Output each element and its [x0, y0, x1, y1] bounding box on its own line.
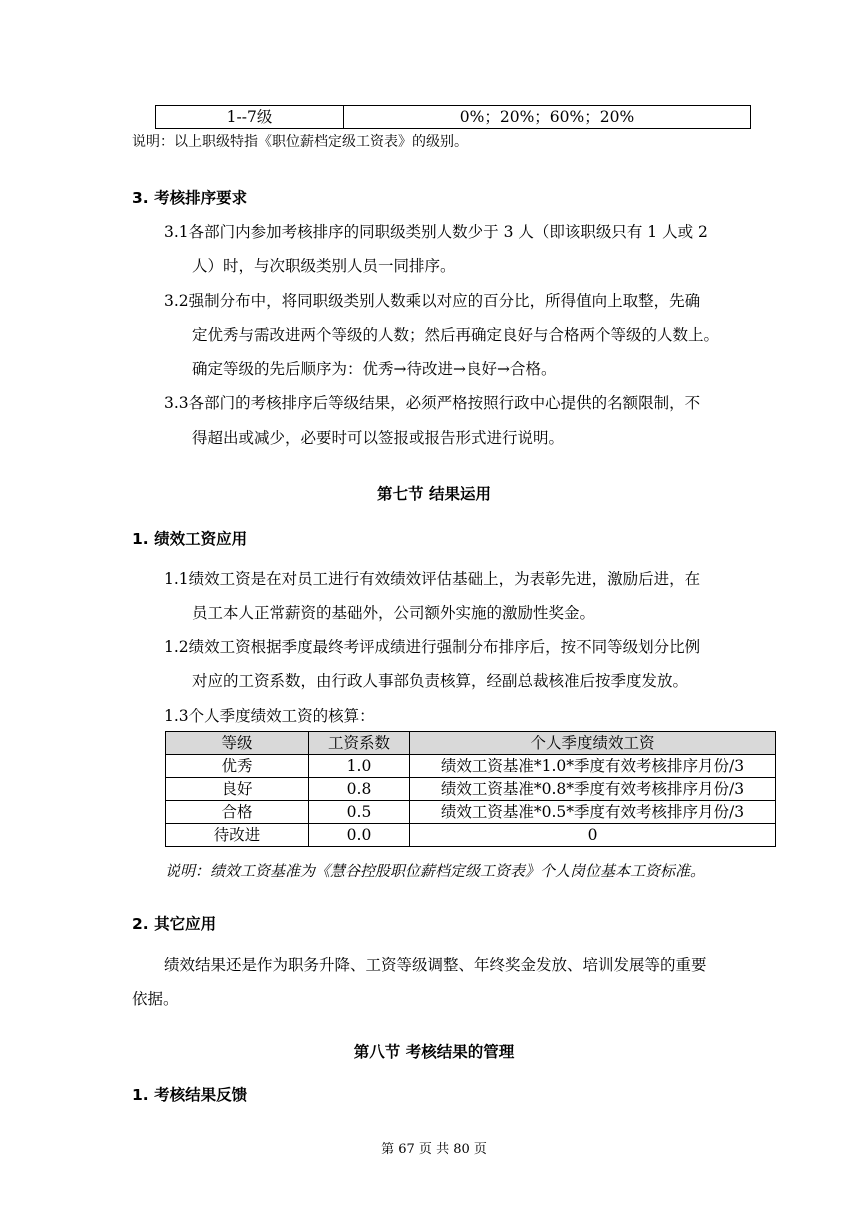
heading-3: 3. 考核排序要求: [132, 189, 248, 207]
heading-8-1: 1. 考核结果反馈: [132, 1086, 248, 1104]
table-cell: 1--7级: [156, 106, 344, 129]
heading-7-1: 1. 绩效工资应用: [132, 530, 248, 548]
grade-note: 说明：以上职级特指《职位薪档定级工资表》的级别。: [132, 134, 468, 150]
table-cell: 优秀: [166, 755, 309, 778]
heading-7-2: 2. 其它应用: [132, 915, 217, 933]
table-cell: 0%；20%；60%；20%: [344, 106, 751, 129]
table-header: 个人季度绩效工资: [410, 732, 776, 755]
para: 3.1各部门内参加考核排序的同职级类别人数少于 3 人（即该职级只有 1 人或 2: [164, 223, 708, 241]
table-cell: 良好: [166, 778, 309, 801]
para: 3.2强制分布中，将同职级类别人数乘以对应的百分比，所得值向上取整，先确: [164, 292, 701, 310]
table-cell: 0.5: [309, 801, 410, 824]
pay-table: [165, 731, 776, 847]
table-cell: 0.8: [309, 778, 410, 801]
grade-distribution-table: [155, 105, 751, 129]
pay-note: 说明：绩效工资基准为《慧谷控股职位薪档定级工资表》个人岗位基本工资标准。: [165, 862, 706, 880]
table-cell: 0: [410, 824, 776, 847]
table-header-row: [166, 732, 776, 755]
para: 绩效结果还是作为职务升降、工资等级调整、年终奖金发放、培训发展等的重要: [164, 956, 707, 974]
table-cell: 合格: [166, 801, 309, 824]
table-cell: 绩效工资基准*0.5*季度有效考核排序月份/3: [410, 801, 776, 824]
table-row: [156, 106, 751, 129]
table-cell: 绩效工资基准*1.0*季度有效考核排序月份/3: [410, 755, 776, 778]
table-row: [166, 801, 776, 824]
para: 1.2绩效工资根据季度最终考评成绩进行强制分布排序后，按不同等级划分比例: [164, 638, 701, 656]
para: 人）时，与次职级类别人员一同排序。: [192, 257, 456, 275]
table-row: [166, 778, 776, 801]
table-cell: 1.0: [309, 755, 410, 778]
para: 对应的工资系数，由行政人事部负责核算，经副总裁核准后按季度发放。: [192, 672, 689, 690]
table-cell: 绩效工资基准*0.8*季度有效考核排序月份/3: [410, 778, 776, 801]
table-header: 等级: [166, 732, 309, 755]
para: 3.3各部门的考核排序后等级结果，必须严格按照行政中心提供的名额限制，不: [164, 394, 701, 412]
table-cell: 0.0: [309, 824, 410, 847]
para: 1.1绩效工资是在对员工进行有效绩效评估基础上，为表彰先进，激励后进，在: [164, 570, 701, 588]
table-cell: 待改进: [166, 824, 309, 847]
para: 员工本人正常薪资的基础外，公司额外实施的激励性奖金。: [192, 604, 596, 622]
para: 1.3个人季度绩效工资的核算：: [164, 707, 375, 725]
section-title-7: 第七节 结果运用: [377, 485, 491, 503]
para: 确定等级的先后顺序为：优秀→待改进→良好→合格。: [192, 360, 557, 378]
section-title-8: 第八节 考核结果的管理: [353, 1043, 515, 1061]
table-row: [166, 755, 776, 778]
table-row: [166, 824, 776, 847]
table-header: 工资系数: [309, 732, 410, 755]
para: 得超出或减少，必要时可以签报或报告形式进行说明。: [192, 429, 565, 447]
page-footer: 第 67 页 共 80 页: [381, 1142, 487, 1157]
para: 依据。: [132, 990, 179, 1008]
para: 定优秀与需改进两个等级的人数；然后再确定良好与合格两个等级的人数上。: [192, 326, 720, 344]
